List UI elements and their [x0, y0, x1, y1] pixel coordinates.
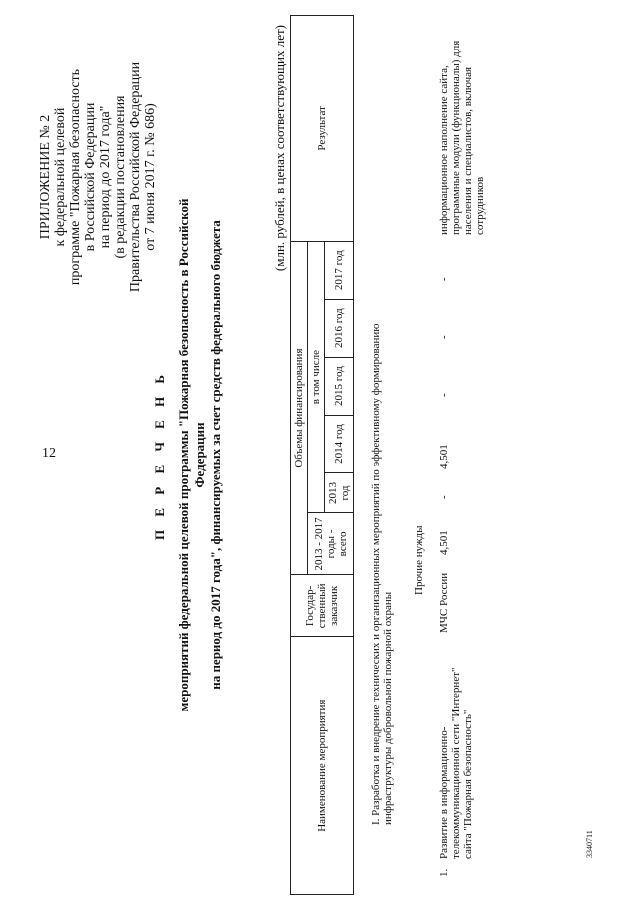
- section-title: I. Разработка и внедрение технических и организационных мероприятий по эффективному формированию инфраструктуры добровольной пожарной охраны: [370, 323, 394, 825]
- row-2014: 4,501: [438, 444, 450, 469]
- row-number: 1.: [438, 868, 450, 877]
- appendix-line: от 7 июня 2017 г. № 686): [143, 103, 158, 251]
- row-name: Развитие в информационно-телекоммуникационной сети "Интернет" сайта "Пожарная безопасность": [438, 667, 474, 859]
- row-2013: -: [438, 495, 450, 499]
- row-result: информационное наполнение сайта, программные модули (функционалы) для населения и специалистов, включая сотрудников: [438, 40, 486, 235]
- row-2017: -: [438, 277, 450, 281]
- header-year: 2015 год: [325, 357, 354, 415]
- row-2015: -: [438, 393, 450, 397]
- document-title: [152, 165, 224, 745]
- title-heading: П Е Р Е Ч Е Н Ь: [152, 369, 167, 541]
- appendix-line: в Российской Федерации: [83, 102, 98, 252]
- header-including: в том числе: [308, 241, 325, 513]
- header-result: Результат: [291, 16, 354, 242]
- header-name: Наименование мероприятия: [291, 637, 354, 895]
- row-customer: МЧС России: [438, 572, 450, 633]
- appendix-block: [38, 27, 158, 327]
- header-total: 2013 - 2017 годы - всего: [308, 513, 354, 575]
- header-funding: Объемы финансирования: [291, 241, 308, 575]
- section-subtitle: Прочие нужды: [413, 525, 425, 595]
- appendix-line: ПРИЛОЖЕНИЕ № 2: [38, 114, 53, 240]
- row-2016: -: [438, 335, 450, 339]
- appendix-line: на период до 2017 года": [98, 105, 113, 249]
- units-note: (млн. рублей, в ценах соответствующих лет): [272, 25, 287, 272]
- header-year: 2013 год: [325, 473, 354, 513]
- appendix-line: к федеральной целевой: [53, 107, 68, 247]
- rotated-page: [20, 15, 605, 895]
- header-customer: Государ-ственный заказчик: [291, 575, 354, 637]
- funding-table: [290, 15, 354, 895]
- header-year: 2016 год: [325, 299, 354, 357]
- appendix-line: программе "Пожарная безопасность: [68, 68, 83, 286]
- page-number: 12: [42, 446, 56, 461]
- header-year: 2017 год: [325, 241, 354, 299]
- footer-code: 3340711: [585, 830, 594, 858]
- title-line: на период до 2017 года", финансируемых за счет средств федерального бюджета: [208, 220, 223, 690]
- row-total: 4,501: [438, 530, 450, 555]
- appendix-line: (в редакции постановления: [113, 95, 128, 259]
- title-line: мероприятий федеральной целевой программы "Пожарная безопасность в Российской Федерации: [176, 198, 207, 712]
- appendix-line: Правительства Российской Федерации: [128, 61, 143, 293]
- header-year: 2014 год: [325, 415, 354, 473]
